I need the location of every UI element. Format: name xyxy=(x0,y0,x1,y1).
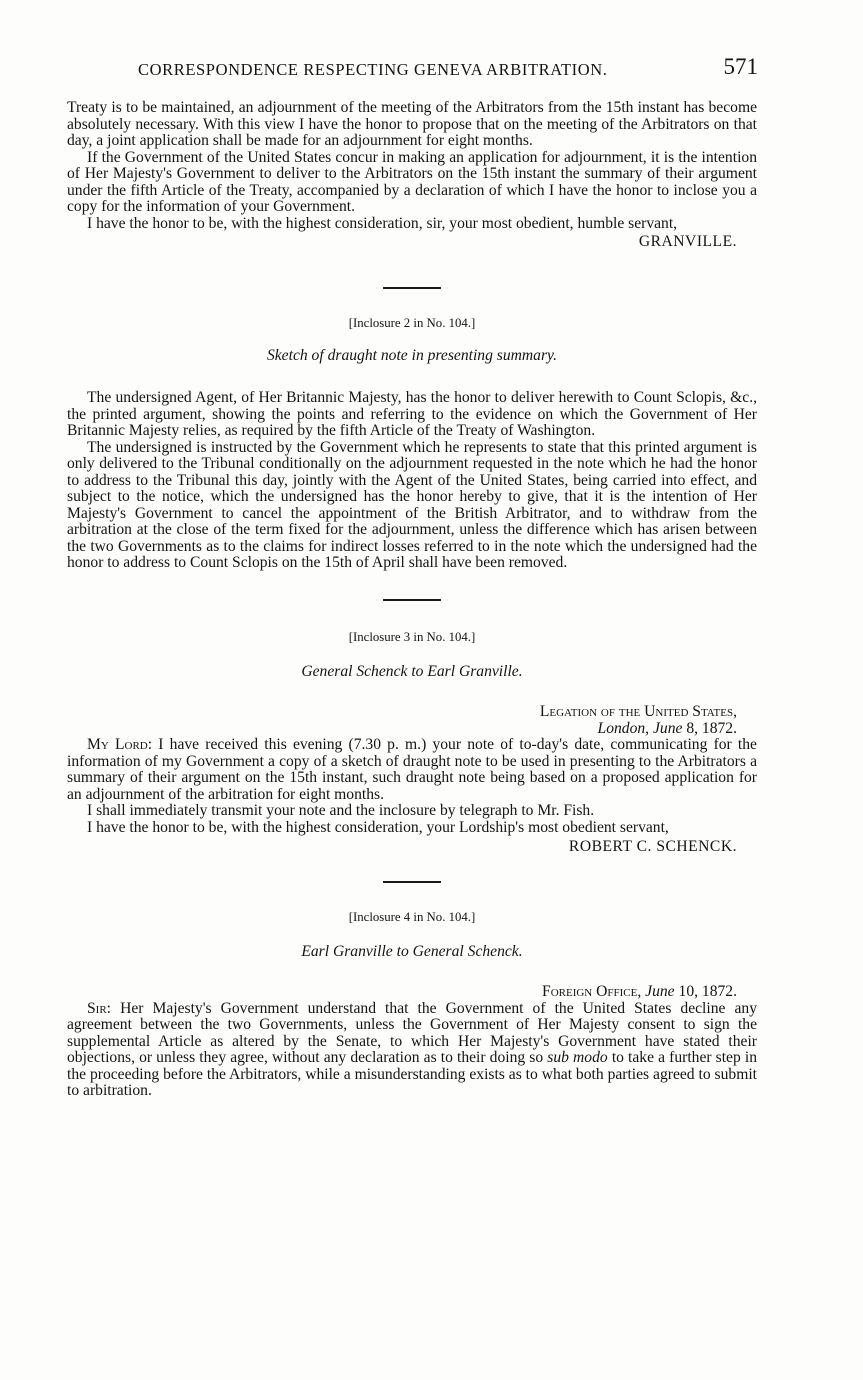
paragraph: If the Government of the United States concur in making an application for adjournment, it is the intention of Her Majesty's Government to deliver to the Arbitrators on the 15th instant the summary of their argument under the fifth Article of the Treaty, accompanied by a declaration of which I have the honor to inclose you a copy for the information of your Government. xyxy=(67,148,757,216)
paragraph-text: I have received this evening (7.30 p. m.) your note of to-day's date, communicating for the information of my Government a copy of a sketch of draught note to be used in presenting to the Arbitrators a summary of their argument on the 15th instant, such draught note being based on a proposed application for an adjournment of the arbitration for eight months. xyxy=(67,736,757,803)
section-subtitle: Sketch of draught note in presenting summary. xyxy=(266,347,558,365)
inclosure-label: [Inclosure 3 in No. 104.] xyxy=(348,630,476,645)
inclosure-label: [Inclosure 4 in No. 104.] xyxy=(348,910,476,925)
paragraph: I shall immediately transmit your note and the inclosure by telegraph to Mr. Fish. xyxy=(87,802,595,820)
section-subtitle: Earl Granville to General Schenck. xyxy=(301,942,523,960)
header-title: CORRESPONDENCE RESPECTING GENEVA ARBITRATION. xyxy=(138,60,608,79)
signature: GRANVILLE. xyxy=(638,233,737,251)
paragraph: The undersigned Agent, of Her Britannic Majesty, has the honor to deliver herewith to Count Sclopis, &c., the printed argument, showing the points and referring to the evidence on which the Government of Her Britannic Majesty relies, as required by the fifth Article of the Treaty of Washington. xyxy=(67,389,757,440)
paragraph-text: to take a further step in the proceeding before the Arbitrators, while a misunderstanding exists as to what both parties agreed to submit to arbitration. xyxy=(67,1049,758,1100)
letter-place: Foreign Office, xyxy=(542,983,642,1001)
paragraph: Treaty is to be maintained, an adjournment of the meeting of the Arbitrators from the 15th instant has become absolutely necessary. With this view I have the honor to propose that on the meeting of the Arbitrators on that day, a joint application shall be made for an adjournment for eight months. xyxy=(67,99,757,150)
paragraph: The undersigned is instructed by the Government which he represents to state that this printed argument is only delivered to the Tribunal conditionally on the adjournment requested in the note which he had the honor to address to the Tribunal this day, jointly with the Agent of the United States, being carried into effect, and subject to the notice, which the undersigned has the honor hereby to give, that it is the intention of Her Majesty's Government to cancel the appointment of the British Arbitrator, and to withdraw from the arbitration at the close of the term fixed for the adjournment, unless the difference which has arisen between the two Governments as to the claims for indirect losses referred to in the note which the undersigned had the honor to address to Count Sclopis on the 15th of April shall have been removed. xyxy=(67,438,757,572)
date-place: London, June xyxy=(597,719,683,737)
latin-phrase: sub modo xyxy=(547,1049,608,1067)
date-day: 8, 1872. xyxy=(686,719,737,737)
paragraph-text: Her Majesty's Government understand that the Government of the United States decline any agreement between the two Governments, unless the Government of Her Majesty consent to sign the supplemental Article as altered by the Senate, to which Her Majesty's Government have stated their objections, or unless they agree, without any declaration as to their doing so xyxy=(67,999,757,1067)
date-day: 10, 1872. xyxy=(678,983,737,1001)
running-header xyxy=(138,52,758,82)
letter-place: Legation of the United States, xyxy=(539,703,737,721)
paragraph xyxy=(67,737,757,803)
section-subtitle: General Schenck to Earl Granville. xyxy=(301,662,523,680)
paragraph: I have the honor to be, with the highest consideration, your Lordship's most obedient servant, xyxy=(87,818,669,836)
letter-date xyxy=(67,721,757,738)
salutation: My Lord: xyxy=(87,736,153,754)
inclosure-label: [Inclosure 2 in No. 104.] xyxy=(348,315,476,330)
page-number: 571 xyxy=(723,54,758,79)
paragraph: I have the honor to be, with the highest consideration, sir, your most obedient, humble servant, xyxy=(87,214,678,232)
salutation: Sir: xyxy=(87,999,112,1017)
letter-date xyxy=(67,984,757,1001)
signature: ROBERT C. SCHENCK. xyxy=(568,837,737,855)
page-body xyxy=(67,100,757,1100)
date-month: June xyxy=(645,983,675,1001)
paragraph xyxy=(67,1001,757,1100)
